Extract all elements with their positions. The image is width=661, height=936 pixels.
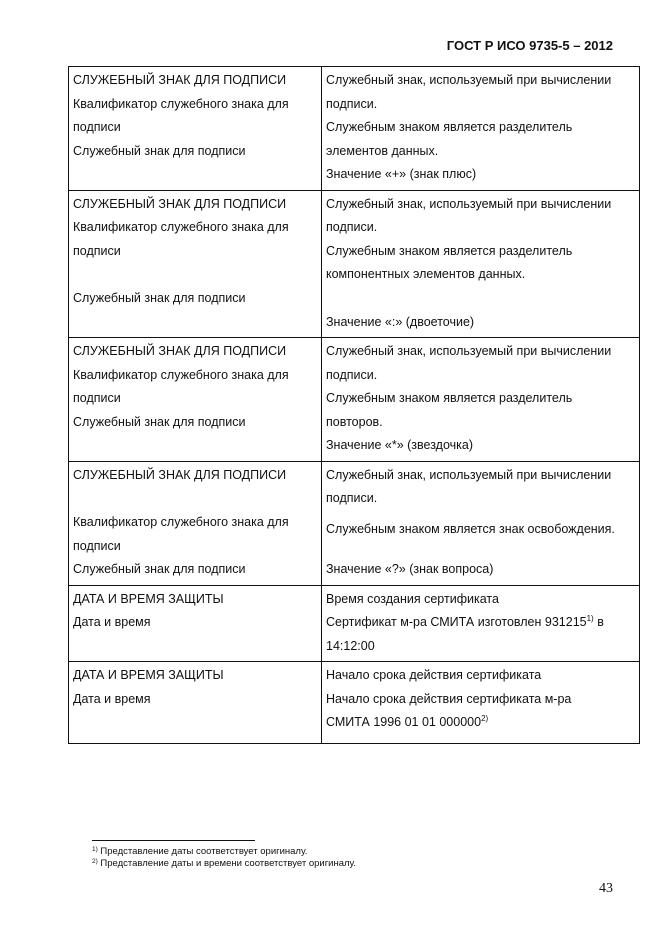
qualifier-label: Квалификатор служебного знака для — [73, 96, 289, 111]
date-time-label: Дата и время — [73, 691, 151, 706]
character-value: Значение «:» (двоеточие) — [326, 314, 475, 329]
table-row — [69, 662, 640, 744]
spacer — [326, 287, 635, 311]
left-cell — [69, 67, 322, 191]
description-text-cont: подписи. — [326, 367, 378, 382]
character-value: Значение «?» (знак вопроса) — [326, 562, 494, 576]
table-row — [69, 461, 640, 585]
description-text: Служебный знак, используемый при вычислении — [326, 467, 612, 482]
segment-tag-title: ДАТА И ВРЕМЯ ЗАЩИТЫ — [73, 668, 224, 682]
right-cell — [322, 338, 640, 462]
table-row — [69, 190, 640, 338]
document-header: ГОСТ Р ИСО 9735-5 – 2012 — [446, 38, 613, 53]
footnote — [92, 858, 356, 870]
qualifier-label: Квалификатор служебного знака для — [73, 220, 289, 234]
description-text-cont: подписи. — [326, 96, 378, 111]
description-text: Время создания сертификата — [326, 591, 499, 606]
footnote-ref-2: 2) — [481, 714, 489, 723]
description-text: Служебный знак, используемый при вычислении — [326, 344, 612, 358]
table-row — [69, 585, 640, 662]
footnote-text: Представление даты соответствует оригиналу. — [100, 846, 308, 857]
left-cell — [69, 190, 322, 338]
qualifier-value-cont: повторов. — [326, 414, 383, 429]
qualifier-value-cont: компонентных элементов данных. — [326, 267, 526, 281]
time-value: 14:12:00 — [326, 638, 375, 653]
service-char-label: Служебный знак для подписи — [73, 562, 246, 576]
qualifier-label-cont: подписи — [73, 391, 121, 405]
footnote-separator — [92, 840, 255, 841]
right-cell — [322, 190, 640, 338]
segment-tag-title: СЛУЖЕБНЫЙ ЗНАК ДЛЯ ПОДПИСИ — [73, 467, 287, 482]
qualifier-label-cont: подписи — [73, 538, 121, 553]
qualifier-value: Служебным знаком является разделитель — [326, 120, 573, 134]
page-number: 43 — [599, 881, 613, 896]
table-row — [69, 338, 640, 462]
description-text-cont: подписи. — [326, 220, 378, 234]
qualifier-value: Служебным знаком является разделитель — [326, 391, 573, 405]
service-char-label: Служебный знак для подписи — [73, 414, 246, 429]
validity-value — [326, 711, 635, 735]
qualifier-label-cont: подписи — [73, 243, 121, 258]
description-text: Служебный знак, используемый при вычислении — [326, 196, 612, 211]
date-value — [326, 611, 635, 635]
left-cell — [69, 461, 322, 585]
qualifier-value: Служебным знаком является знак освобождения. — [326, 521, 615, 536]
validity-text: Начало срока действия сертификата м-ра — [326, 691, 572, 706]
footnote-ref-1: 1) — [586, 614, 594, 623]
right-cell — [322, 461, 640, 585]
service-char-label: Служебный знак для подписи — [73, 291, 246, 305]
segment-tag-title: СЛУЖЕБНЫЙ ЗНАК ДЛЯ ПОДПИСИ — [73, 73, 287, 87]
date-value-tail: в — [597, 615, 604, 629]
spacer — [73, 263, 317, 287]
qualifier-value: Служебным знаком является разделитель — [326, 243, 573, 258]
character-value: Значение «+» (знак плюс) — [326, 167, 477, 181]
left-cell — [69, 338, 322, 462]
segment-tag-title: ДАТА И ВРЕМЯ ЗАЩИТЫ — [73, 591, 224, 606]
service-characters-table — [68, 66, 640, 744]
segment-tag-title: СЛУЖЕБНЫЙ ЗНАК ДЛЯ ПОДПИСИ — [73, 196, 287, 211]
right-cell — [322, 67, 640, 191]
right-cell — [322, 662, 640, 744]
qualifier-label: Квалификатор служебного знака для — [73, 515, 289, 529]
description-text: Начало срока действия сертификата — [326, 668, 542, 682]
service-char-label: Служебный знак для подписи — [73, 143, 246, 158]
validity-value-text: СМИТА 1996 01 01 000000 — [326, 715, 482, 729]
table-row — [69, 67, 640, 191]
footnotes — [92, 846, 356, 870]
segment-tag-title: СЛУЖЕБНЫЙ ЗНАК ДЛЯ ПОДПИСИ — [73, 344, 287, 358]
spacer — [326, 541, 635, 558]
qualifier-value-cont: элементов данных. — [326, 143, 439, 158]
character-value: Значение «*» (звездочка) — [326, 438, 474, 452]
date-time-label: Дата и время — [73, 615, 151, 629]
footnote — [92, 846, 356, 858]
spacer — [73, 487, 317, 511]
qualifier-label-cont: подписи — [73, 120, 121, 134]
footnote-mark: 2) — [92, 858, 98, 865]
qualifier-label: Квалификатор служебного знака для — [73, 367, 289, 382]
description-text-cont: подписи. — [326, 491, 378, 505]
date-value-text: Сертификат м-ра СМИТА изготовлен 931215 — [326, 615, 587, 629]
left-cell — [69, 585, 322, 662]
left-cell — [69, 662, 322, 744]
right-cell — [322, 585, 640, 662]
footnote-text: Представление даты и времени соответствует оригиналу. — [100, 858, 356, 869]
description-text: Служебный знак, используемый при вычислении — [326, 73, 612, 87]
footnote-mark: 1) — [92, 846, 98, 853]
